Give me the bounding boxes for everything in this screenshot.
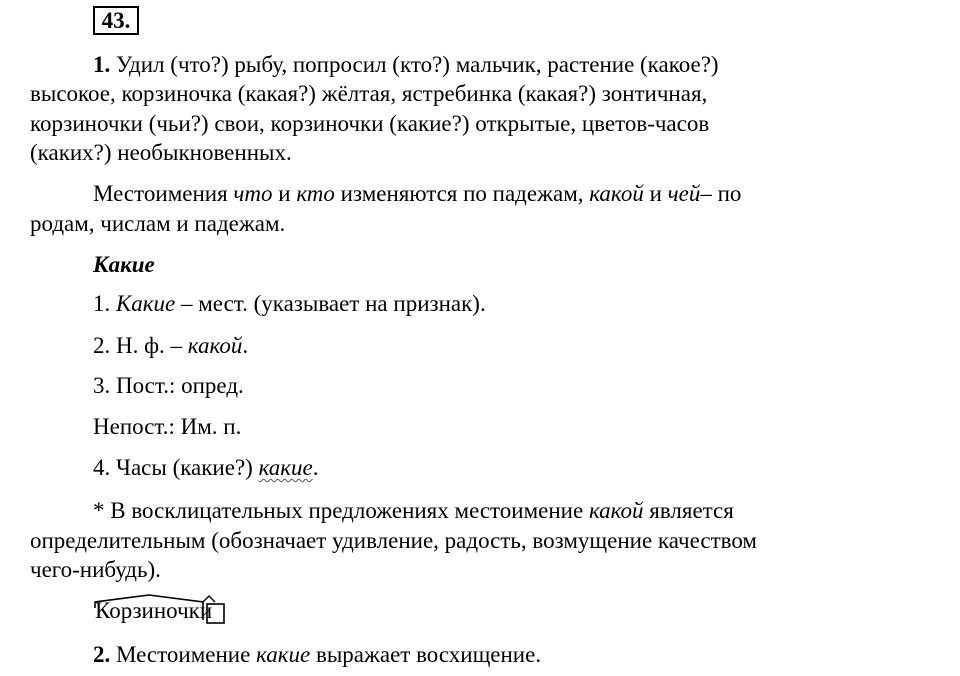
part1-line-3: корзиночки (чьи?) свои, корзиночки (какие?) открытые, цветов-часов: [30, 111, 710, 136]
wavy-underlined-word: какие: [258, 455, 313, 480]
analysis-line-1: 1. Какие – мест. (указывает на признак).: [93, 291, 486, 316]
part1-line-4: (каких?) необыкновенных.: [30, 140, 292, 165]
morpheme-analysis: [93, 592, 233, 628]
pronouns-paragraph-line-1: Местоимения что и кто изменяются по падежам, какой и чей– по: [93, 181, 742, 206]
part1-line-2: высокое, корзиночка (какая?) жёлтая, ястребинка (какая?) зонтичная,: [30, 81, 708, 106]
note-line-3: чего-нибудь).: [30, 557, 161, 582]
analysis-line-5: 4. Часы (какие?) какие.: [93, 455, 319, 480]
note-line-2: определительным (обозначает удивление, радость, возмущение качеством: [30, 528, 757, 553]
part1-line-1: 1. Удил (что?) рыбу, попросил (кто?) мальчик, растение (какое?): [93, 52, 719, 77]
exercise-number: 43.: [93, 6, 139, 35]
pronouns-paragraph-line-2: родам, числам и падежам.: [30, 211, 286, 236]
part2-line: 2. Местоимение какие выражает восхищение.: [93, 642, 542, 667]
part1-number: 1.: [93, 52, 111, 77]
analysis-heading: Какие: [93, 252, 155, 277]
part2-number: 2.: [93, 642, 111, 667]
analysis-line-4: Непост.: Им. п.: [93, 414, 242, 439]
analysis-line-3: 3. Пост.: опред.: [93, 373, 244, 398]
morpheme-word: Корзиночки: [95, 598, 213, 623]
analysis-line-2: 2. Н. ф. – какой.: [93, 333, 249, 358]
note-line-1: * В восклицательных предложениях местоимение какой является: [93, 498, 734, 523]
